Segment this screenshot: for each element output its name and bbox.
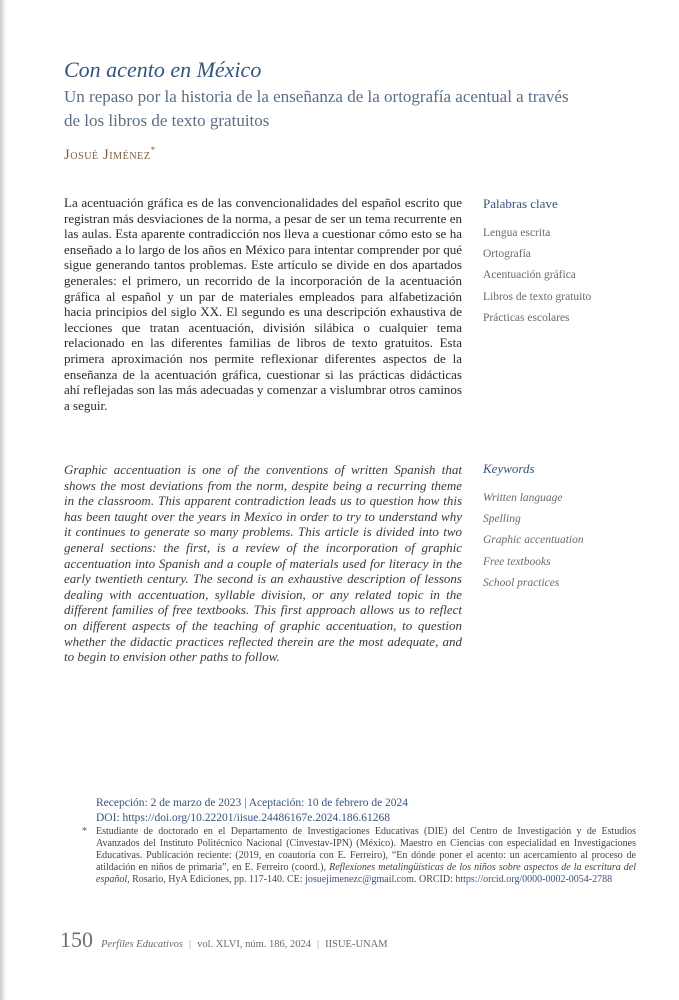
keywords-spanish-list xyxy=(483,223,653,329)
article-title: Con acento en México xyxy=(64,57,262,82)
keyword-item: Prácticas escolares xyxy=(483,311,570,324)
footer-separator: | xyxy=(188,939,192,950)
footnote-text-2: , Rosario, HyA Ediciones, pp. 117-140. CE: xyxy=(127,874,303,886)
keywords-english-list xyxy=(483,488,653,594)
keywords-spanish xyxy=(483,196,653,329)
keyword-item: Libros de texto gratuito xyxy=(483,290,592,303)
keyword-item: Written language xyxy=(483,492,563,504)
journal-name: Perfiles Educativos xyxy=(101,939,183,950)
article-subtitle: Un repaso por la historia de la enseñanza de la ortografía acentual a través de los libros de texto gratuitos xyxy=(64,87,569,130)
journal-volume: vol. XLVI, núm. 186, 2024 xyxy=(197,939,312,950)
keywords-spanish-title: Palabras clave xyxy=(483,196,558,211)
author-footnote-mark: * xyxy=(150,145,156,155)
keyword-item: Lengua escrita xyxy=(483,227,551,239)
footnote-book-title: Reflexiones metalingüísticas de los niños sobre aspectos de la escritura del español xyxy=(96,862,637,886)
footnote-mark: * xyxy=(82,826,87,837)
abstract-spanish: La acentuación gráfica es de las convencionalidades del español escrito que registran más desviaciones de la norma, a pesar de ser un tema recurrente en las aulas. Esta aparente contradicción nos lleva a cuestionar cómo esto se ha enseñado a lo largo de los años en México para intentar comprender por qué sigue generando tantos problemas. Este artículo se divide en dos apartados generales: el primero, un recorrido de la incorporación de la acentuación gráfica al español y un par de materiales empleados para alfabetización hacia principios del siglo XX. El segundo es una descripción exhaustiva de lecciones que tratan acentuación, división silábica o cualquier tema relacionado en las diferentes familias de libros de texto gratuitos. Esta primera aproximación nos permite reflexionar diferentes aspectos de la enseñanza de la acentuación gráfica, cuestionar si las prácticas didácticas ahí reflejadas son las más adecuadas y comenzar a vislumbrar otros caminos a seguir. xyxy=(64,195,462,413)
page-binding-shadow xyxy=(0,0,8,1000)
keyword-item: School practices xyxy=(483,576,560,589)
keyword-item: Spelling xyxy=(483,513,521,526)
keywords-english xyxy=(483,461,653,594)
footer-separator: | xyxy=(317,939,320,950)
doi-link[interactable]: DOI: https://doi.org/10.22201/iisue.24486167e.2024.186.61268 xyxy=(96,812,390,824)
keywords-english-title: Keywords xyxy=(483,461,535,476)
abstract-english: Graphic accentuation is one of the conventions of written Spanish that shows the most deviations from the norm, despite being a recurring theme in the classroom. This apparent contradiction leads us to question how this has been taught over the years in Mexico in order to try to understand why it continues to generate so many problems. This article is divided into two general sections: the first, is a review of the incorporation of graphic accentuation into Spanish and a couple of materials used for literacy in the early twentieth century. The second is an exhaustive description of lessons dealing with accentuation, syllable division, or any related topic in the different families of free textbooks. This first approach allows us to reflect on different aspects of the teaching of graphic accentuation, to question whether the didactic practices reflected therein are the most adequate, and to begin to envision other paths to follow. xyxy=(64,462,462,665)
page-footer xyxy=(60,927,388,953)
keyword-item: Ortografía xyxy=(483,248,531,261)
orcid-link[interactable]: https://orcid.org/0000-0002-0054-2788 xyxy=(455,874,613,886)
keyword-item: Free textbooks xyxy=(483,555,551,568)
footnote-orcid-label: . ORCID: xyxy=(413,874,453,886)
keyword-item: Graphic accentuation xyxy=(483,534,584,547)
page-number: 150 xyxy=(60,927,93,952)
reception-acceptance-dates: Recepción: 2 de marzo de 2023 | Aceptación: 10 de febrero de 2024 xyxy=(96,797,409,809)
author-footnote xyxy=(82,826,637,886)
author-name-text: Josué Jiménez xyxy=(64,146,151,163)
footnote-text-1: Estudiante de doctorado en el Departamento de Investigaciones Educativas (DIE) del Centro de Investigación y de Estudios Avanzados del Instituto Politécnico Nacional (Cinvestav-IPN) (México). Maestro en Ciencias con especialidad en Investigaciones Educativas. Publicación reciente: (2019, en coautoría con E. Ferreiro), “En dónde poner el acento: un acercamiento al proceso de atildación en niños de primaria”, en E. Ferreiro (coord.), xyxy=(96,826,636,874)
author-name xyxy=(64,145,155,164)
author-email-link[interactable]: josuejimenezc@gmail.com xyxy=(305,874,414,886)
keyword-item: Acentuación gráfica xyxy=(483,269,576,282)
journal-publisher: IISUE-UNAM xyxy=(325,939,388,950)
article-dates xyxy=(96,796,636,826)
